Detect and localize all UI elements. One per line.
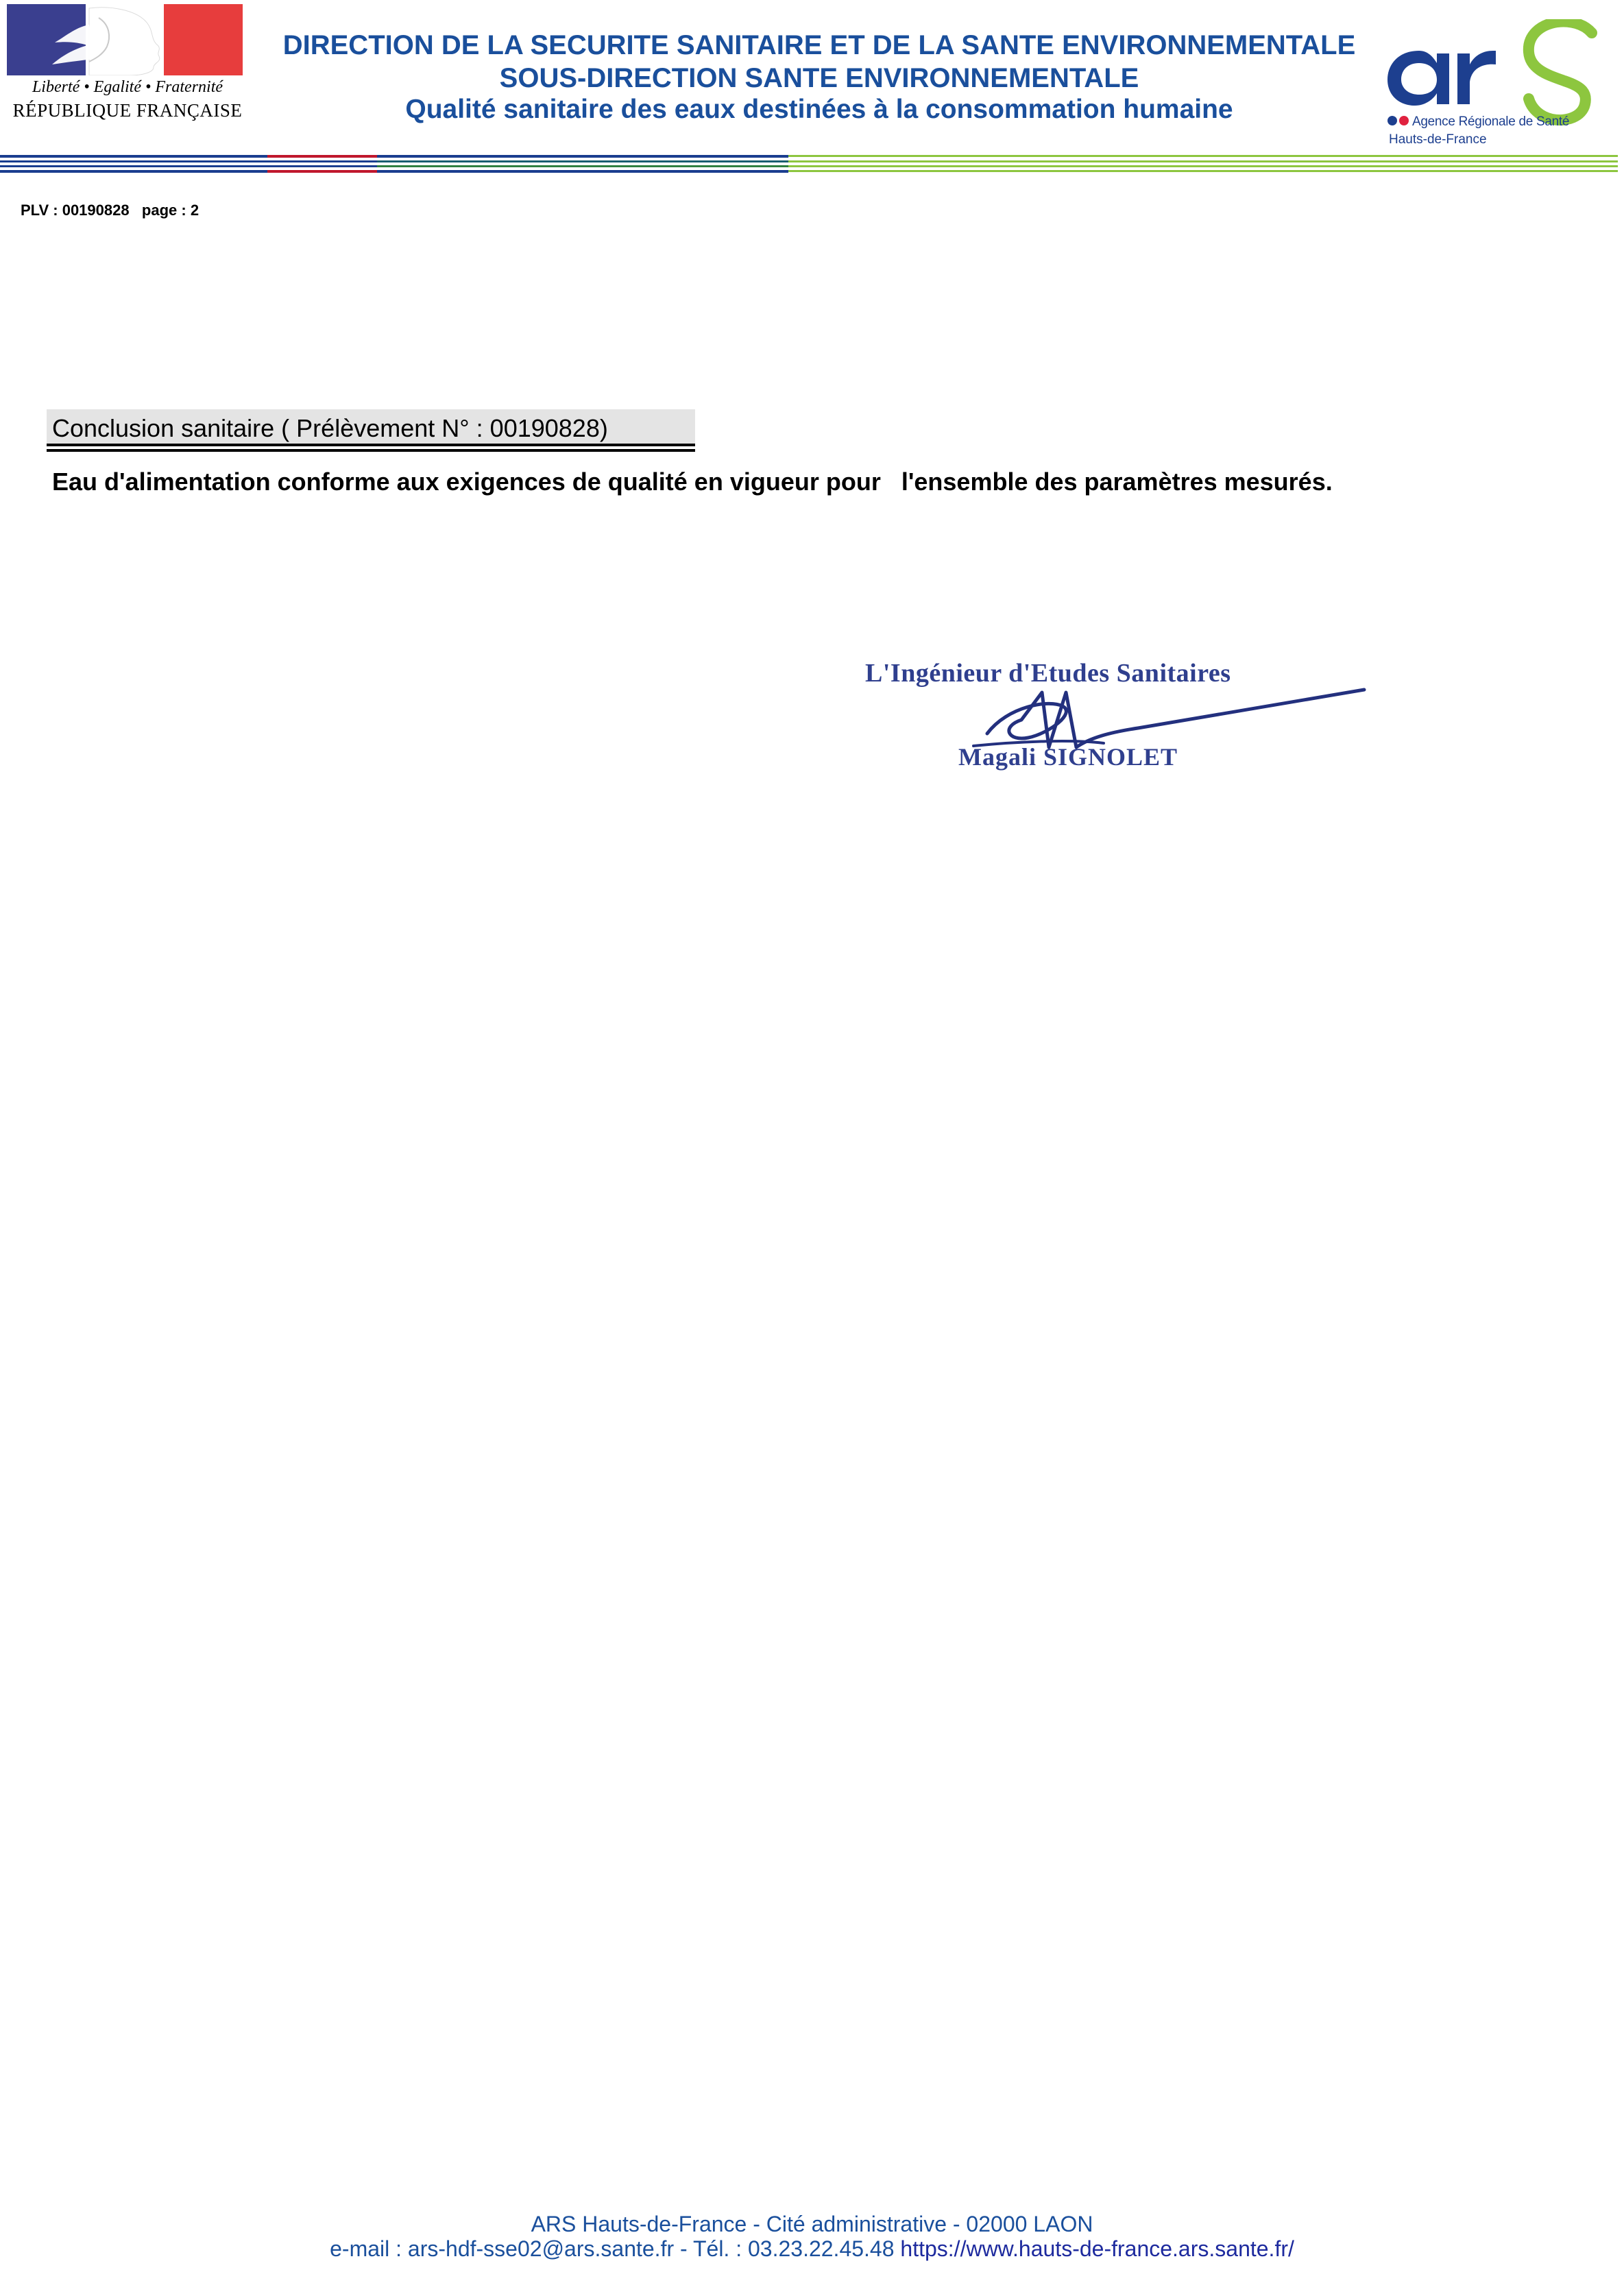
ars-logo [1378, 19, 1611, 149]
footer-address: ARS Hauts-de-France - Cité administrative - 02000 LAON [531, 2212, 1093, 2236]
signature-name: Magali SIGNOLET [958, 743, 1178, 771]
header-subdirection: SOUS-DIRECTION SANTE ENVIRONNEMENTALE [499, 63, 1139, 93]
header-subject: Qualité sanitaire des eaux destinées à la consommation humaine [405, 95, 1233, 124]
ars-region-name: Hauts-de-France [1389, 132, 1487, 147]
rf-name: RÉPUBLIQUE FRANÇAISE [12, 100, 243, 121]
footer-contact-text: e-mail : ars-hdf-sse02@ars.sante.fr - Tél. : 03.23.22.45.48 [330, 2236, 895, 2261]
header-divider-rules [0, 152, 1624, 180]
signature-role: L'Ingénieur d'Etudes Sanitaires [865, 659, 1231, 688]
republique-francaise-logo [7, 4, 248, 125]
conclusion-underline [47, 444, 695, 446]
marianne-flag-icon [7, 4, 243, 75]
conclusion-underline-double [47, 449, 695, 452]
ars-wordmark-icon [1378, 19, 1611, 149]
conclusion-text: Eau d'alimentation conforme aux exigences de qualité en vigueur pour l'ensemble des paramètres mesurés. [52, 468, 1333, 496]
sample-reference: PLV : 00190828 page : 2 [21, 202, 199, 219]
rf-motto: Liberté • Egalité • Fraternité [32, 78, 223, 96]
footer-contact [0, 2236, 1624, 2262]
conclusion-title: Conclusion sanitaire ( Prélèvement N° : 00190828) [52, 414, 608, 442]
ars-blue-dot-icon [1387, 116, 1397, 125]
ars-red-dot-icon [1399, 116, 1409, 125]
ars-agency-name: Agence Régionale de Santé [1412, 114, 1570, 129]
footer-website-link[interactable]: https://www.hauts-de-france.ars.sante.fr/ [900, 2236, 1294, 2261]
header-direction: DIRECTION DE LA SECURITE SANITAIRE ET DE LA SANTE ENVIRONNEMENTALE [282, 30, 1356, 60]
